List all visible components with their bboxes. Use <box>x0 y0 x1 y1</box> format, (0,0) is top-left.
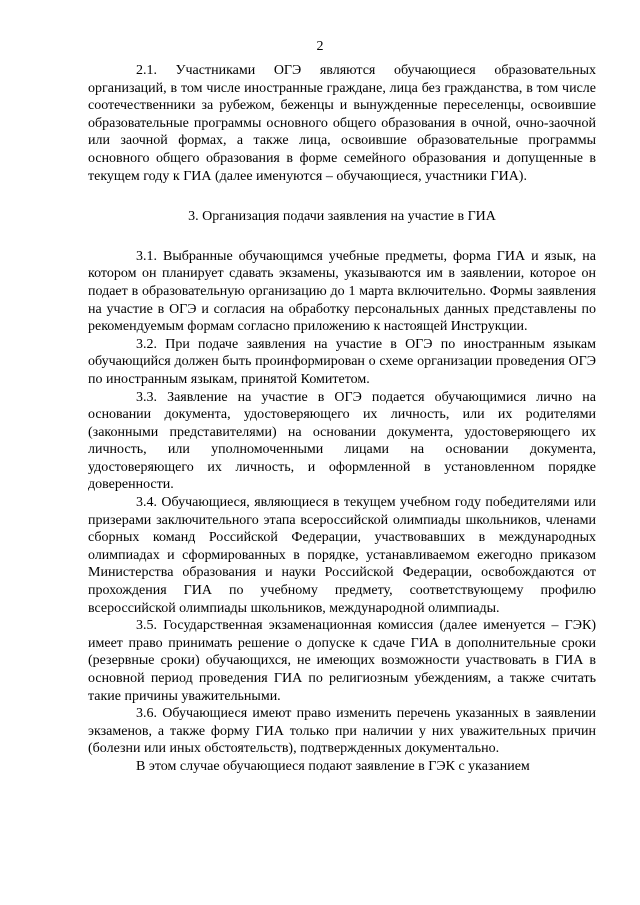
section-heading: 3. Организация подачи заявления на участие в ГИА <box>188 209 496 225</box>
paragraph-3-5: 3.5. Государственная экзаменационная комиссия (далее именуется – ГЭК) имеет право принимать решение о допуске к сдаче ГИА в дополнительные сроки (резервные сроки) обучающихся, не имеющих возможности участвовать в ГИА в основной период проведения ГИА по религиозным убеждениям, а также считать такие причины уважительными. <box>88 618 596 704</box>
paragraph-3-3: 3.3. Заявление на участие в ОГЭ подается обучающимися лично на основании документа, удостоверяющего их личность, или их родителями (законными представителями) на основании документа, удостоверяющего их личность, или уполномоченными лицами на основании документа, удостоверяющего их личность, и оформленной в установленном порядке доверенности. <box>88 389 596 493</box>
page-number: 2 <box>316 39 324 54</box>
document-body <box>88 62 596 776</box>
paragraph-3-6: 3.6. Обучающиеся имеют право изменить перечень указанных в заявлении экзаменов, а также форму ГИА только при наличии у них уважительных причин (болезни или иных обстоятельств), подтвержденных документально. <box>88 706 596 757</box>
paragraph-3-1: 3.1. Выбранные обучающимся учебные предметы, форма ГИА и язык, на котором он планирует сдавать экзамены, указываются им в заявлении, которое он подает в образовательную организацию до 1 марта включительно. Формы заявления на участие в ОГЭ и согласия на обработку персональных данных представлены по рекомендуемым формам согласно приложению к настоящей Инструкции. <box>88 248 596 335</box>
paragraph-continuation: В этом случае обучающиеся подают заявление в ГЭК с указанием <box>136 758 530 774</box>
paragraph-3-2: 3.2. При подаче заявления на участие в ОГЭ по иностранным языкам обучающийся должен быть проинформирован о схеме организации проведения ОГЭ по иностранным языкам, принятой Комитетом. <box>88 336 596 387</box>
paragraph-2-1: 2.1. Участниками ОГЭ являются обучающиеся образовательных организаций, в том числе иностранные граждане, лица без гражданства, в том числе соотечественники за рубежом, беженцы и вынужденные переселенцы, освоившие образовательные программы основного общего образования в очной, очно-заочной или заочной формах, а также лица, освоившие образовательные программы основного общего образования в форме семейного образования и допущенные в текущем году к ГИА (далее именуются – обучающиеся, участники ГИА). <box>88 63 596 184</box>
paragraph-3-4: 3.4. Обучающиеся, являющиеся в текущем учебном году победителями или призерами заключительного этапа всероссийской олимпиады школьников, членами сборных команд Российской Федерации, участвовавших в международных олимпиадах и сформированных в порядке, устанавливаемом ежегодно приказом Министерства образования и науки Российской Федерации, освобождаются от прохождения ГИА по учебному предмету, соответствующему профилю всероссийской олимпиады школьников, международной олимпиады. <box>88 495 596 616</box>
